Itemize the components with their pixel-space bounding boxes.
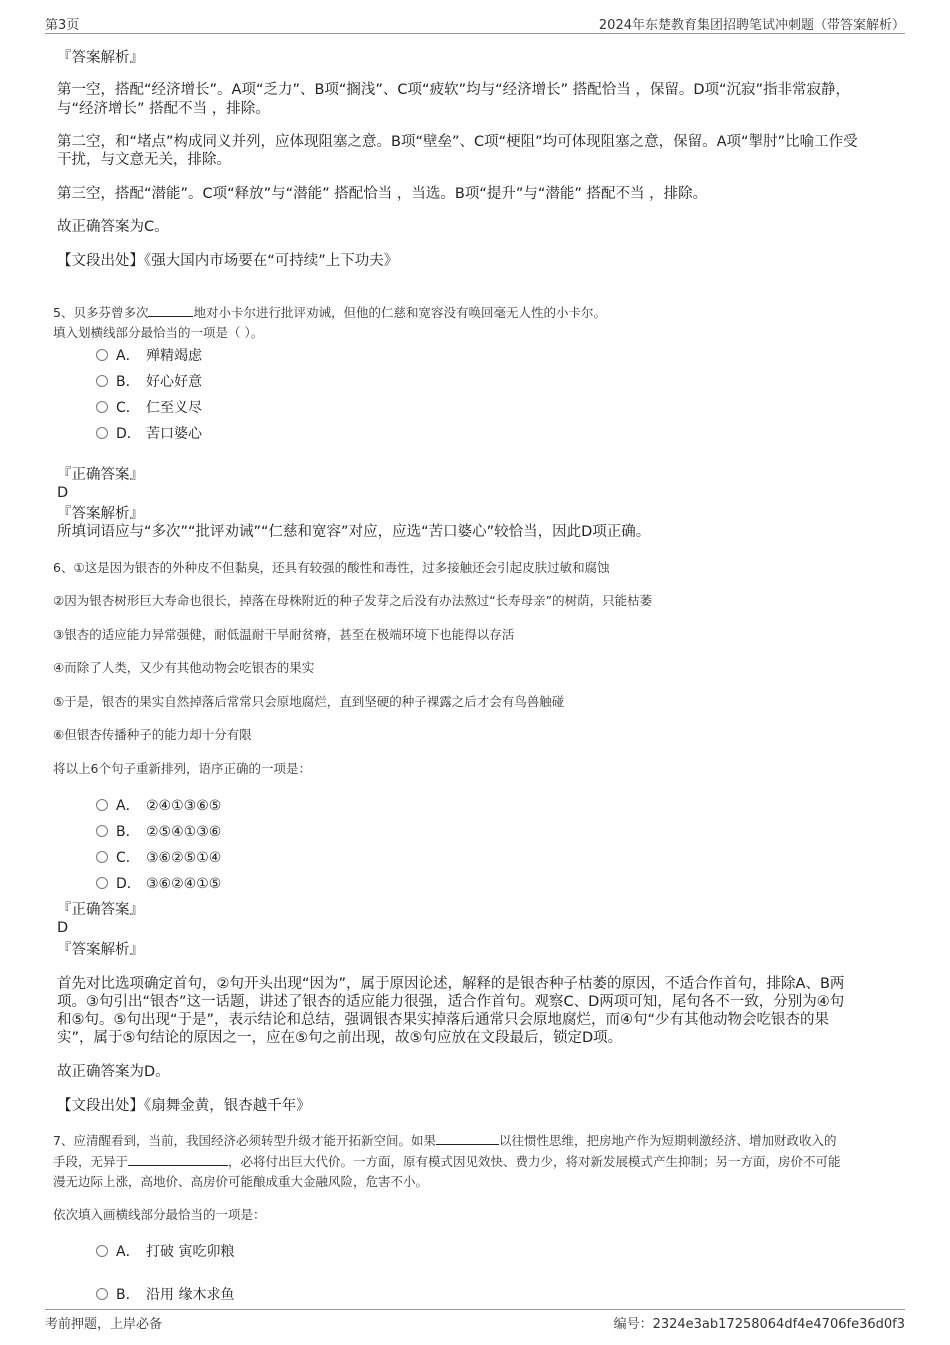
radio-icon[interactable] [96,401,108,413]
conclusion: 故正确答案为D。 [57,1064,170,1080]
q5-option-c[interactable]: C． 仁至义尽 [96,397,202,417]
fill-blank [148,303,193,317]
page-number: 第3页 [45,18,80,33]
q5-option-a[interactable]: A． 殚精竭虑 [96,345,202,365]
page-header [45,14,905,34]
question-7-line-1: 7、应清醒看到，当前，我国经济必须转型升级才能开拓新空间。如果 以往惯性思维，把房地产作为短期刺激经济、增加财政收入的 [53,1133,837,1148]
question-5-prompt: 填入划横线部分最恰当的一项是（ ）。 [53,325,264,340]
analysis-label: 『答案解析』 [57,50,144,66]
source-citation: 【文段出处】《扇舞金黄，银杏越千年》 [57,1098,311,1114]
radio-icon[interactable] [96,1288,108,1300]
correct-answer-value: D [57,920,69,936]
analysis-line-2: 项。③句引出“银杏”这一话题，讲述了银杏的适应能力很强，适合作首句。观察C、D两项可知，尾句各不一致，分别为④句 [57,994,845,1010]
document-title: 2024年东楚教育集团招聘笔试冲刺题（带答案解析） [598,18,905,33]
radio-icon[interactable] [96,799,108,811]
radio-icon[interactable] [96,1245,108,1257]
conclusion: 故正确答案为C。 [57,219,169,235]
q5-option-d[interactable]: D． 苦口婆心 [96,423,202,443]
analysis-p3: 第三空，搭配“潜能”。C项“释放”与“潜能” 搭配恰当 ，当选。B项“提升”与“潜能” 搭配不当 ，排除。 [57,186,708,202]
sentence-2: ②因为银杏树形巨大寿命也很长，掉落在母株附近的种子发芽之后没有办法熬过“长寿母亲”的树荫，只能枯萎 [53,593,653,608]
correct-answer-label: 『正确答案』 [57,467,144,483]
fill-blank [436,1131,499,1145]
analysis-p1-line2: 与“经济增长” 搭配不当 ，排除。 [57,101,270,117]
page-footer [45,1313,905,1333]
sentence-6: ⑥但银杏传播种子的能力却十分有限 [53,727,252,742]
sentence-1: 6、①这是因为银杏的外种皮不但黏臭，还具有较强的酸性和毒性，过多接触还会引起皮肤过敏和腐蚀 [53,560,610,575]
analysis-line-4: 实”，属于⑤句结论的原因之一，应在⑤句之前出现，故⑤句应放在文段最后，锁定D项。 [57,1030,623,1046]
radio-icon[interactable] [96,877,108,889]
correct-answer-value: D [57,485,69,501]
q6-option-c[interactable]: C． ③⑥②⑤①④ [96,847,221,867]
fill-blank [128,1152,228,1166]
q6-option-d[interactable]: D． ③⑥②④①⑤ [96,873,221,893]
header-divider [45,33,905,34]
analysis-p2-line1: 第二空，和“堵点”构成同义并列，应体现阻塞之意。B项“壁垒”、C项“梗阻”均可体现阻塞之意，保留。A项“掣肘”比喻工作受 [57,134,858,150]
analysis-label: 『答案解析』 [57,506,144,522]
question-5-stem: 5、贝多芬曾多次 地对小卡尔进行批评劝诫，但他的仁慈和宽容没有唤回毫无人性的小卡尔。 [53,305,606,320]
q6-option-b[interactable]: B． ②⑤④①③⑥ [96,821,221,841]
analysis-line-3: 和⑤句。⑤句出现“于是”，表示结论和总结，强调银杏果实掉落后通常只会原地腐烂，而④句“少有其他动物会吃银杏的果 [57,1012,830,1028]
q7-option-a[interactable]: A． 打破 寅吃卯粮 [96,1241,234,1261]
footer-slogan: 考前押题，上岸必备 [45,1317,163,1332]
document-id: 编号：2324e3ab17258064df4e4706fe36d0f3 [613,1317,905,1332]
radio-icon[interactable] [96,427,108,439]
question-7-prompt: 依次填入画横线部分最恰当的一项是： [53,1207,266,1222]
radio-icon[interactable] [96,851,108,863]
radio-icon[interactable] [96,375,108,387]
radio-icon[interactable] [96,825,108,837]
question-7-line-2: 手段，无异于 ，必将付出巨大代价。一方面，原有模式因见效快、费力少，将对新发展模式产生抑制；另一方面，房价不可能 [53,1154,841,1169]
analysis-p1-line1: 第一空，搭配“经济增长”。A项“乏力”、B项“搁浅”、C项“疲软”均与“经济增长” 搭配恰当 ，保留。D项“沉寂”指非常寂静， [57,82,851,98]
q5-option-b[interactable]: B． 好心好意 [96,371,202,391]
sentence-3: ③银杏的适应能力异常强健，耐低温耐干旱耐贫瘠，甚至在极端环境下也能得以存活 [53,627,515,642]
source-citation: 【文段出处】《强大国内市场要在“可持续”上下功夫》 [57,253,399,269]
sentence-5: ⑤于是，银杏的果实自然掉落后常常只会原地腐烂，直到坚硬的种子裸露之后才会有鸟兽触碰 [53,694,565,709]
question-6-prompt: 将以上6个句子重新排列，语序正确的一项是： [53,761,311,776]
question-7-line-3: 漫无边际上涨，高地价、高房价可能酿成重大金融风险，危害不小。 [53,1174,429,1189]
footer-divider [45,1309,905,1310]
correct-answer-label: 『正确答案』 [57,902,144,918]
sentence-4: ④而除了人类，又少有其他动物会吃银杏的果实 [53,660,315,675]
radio-icon[interactable] [96,349,108,361]
analysis-label: 『答案解析』 [57,942,144,958]
analysis-text: 所填词语应与“多次”“批评劝诫”“仁慈和宽容”对应，应选“苦口婆心”较恰当，因此D项正确。 [57,524,651,540]
analysis-line-1: 首先对比选项确定首句，②句开头出现“因为”，属于原因论述，解释的是银杏种子枯萎的原因，不适合作首句，排除A、B两 [57,976,845,992]
analysis-p2-line2: 干扰，与文意无关，排除。 [57,152,231,168]
q6-option-a[interactable]: A． ②④①③⑥⑤ [96,795,221,815]
q7-option-b[interactable]: B． 沿用 缘木求鱼 [96,1284,234,1304]
